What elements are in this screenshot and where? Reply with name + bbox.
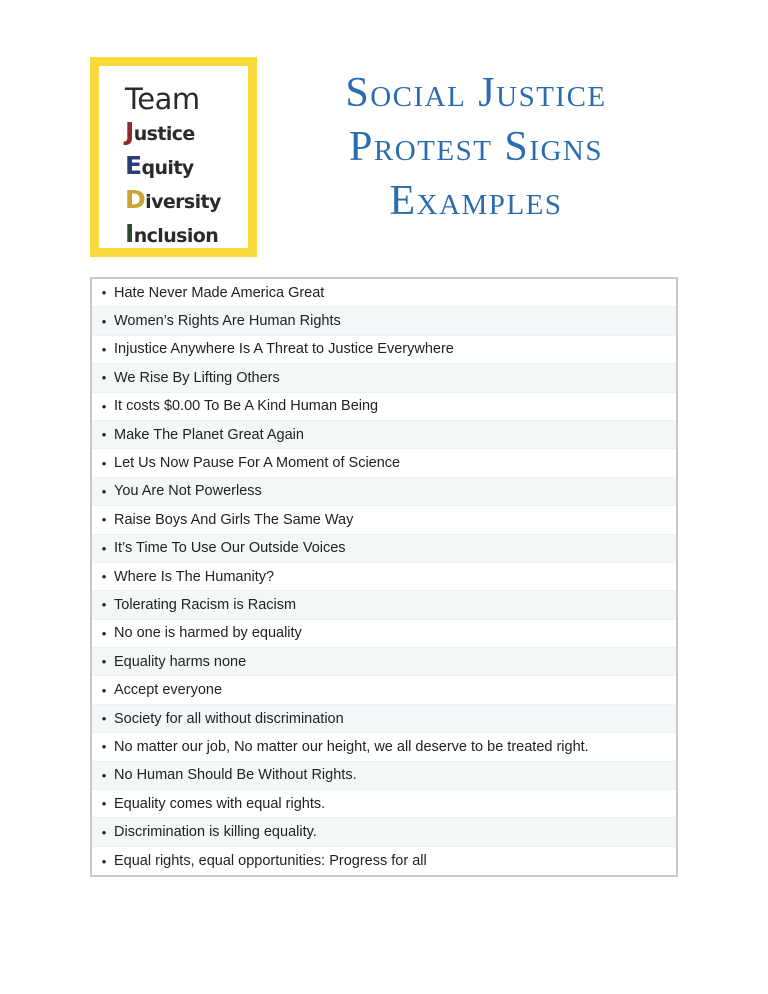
logo-word-rest: iversity <box>145 191 221 213</box>
bullet-icon: • <box>101 398 107 414</box>
list-item <box>92 421 676 449</box>
sign-text: Equal rights, equal opportunities: Progress for all <box>114 853 427 869</box>
sign-text: Women’s Rights Are Human Rights <box>114 313 341 330</box>
bullet-icon: • <box>101 313 107 329</box>
logo-word-rest: quity <box>141 157 194 179</box>
bullet-icon: • <box>101 711 107 727</box>
sign-text: Society for all without discrimination <box>114 710 344 727</box>
bullet-icon: • <box>101 370 107 386</box>
list-item <box>92 563 676 591</box>
list-item <box>92 733 676 761</box>
sign-text: It’s Time To Use Our Outside Voices <box>114 540 346 557</box>
list-item <box>92 535 676 563</box>
bullet-icon: • <box>101 796 107 812</box>
bullet-icon: • <box>101 597 107 613</box>
list-item <box>92 506 676 534</box>
list-item <box>92 620 676 648</box>
list-item <box>92 790 676 818</box>
list-item <box>92 648 676 676</box>
bullet-icon: • <box>101 853 107 869</box>
bullet-icon: • <box>101 455 107 471</box>
list-item <box>92 676 676 704</box>
list-item <box>92 364 676 392</box>
sign-text: Equality comes with equal rights. <box>114 795 326 812</box>
sign-text: Let Us Now Pause For A Moment of Science <box>114 455 401 472</box>
sign-text: You Are Not Powerless <box>114 483 262 500</box>
list-item <box>92 478 676 506</box>
page-title <box>280 66 672 228</box>
logo-word-rest: ustice <box>133 123 195 145</box>
title-line-3: Examples <box>389 178 563 224</box>
sign-text: Hate Never Made America Great <box>114 284 325 301</box>
list-item <box>92 449 676 477</box>
sign-text: Equality harms none <box>114 653 247 670</box>
protest-signs-list <box>90 277 678 877</box>
bullet-icon: • <box>101 682 107 698</box>
list-item <box>92 279 676 307</box>
logo-acronym <box>125 116 248 252</box>
logo-initial: J <box>125 117 134 146</box>
bullet-icon: • <box>101 512 107 528</box>
logo-team-label: Team <box>125 82 200 116</box>
bullet-icon: • <box>101 625 107 641</box>
logo-inner <box>99 66 248 248</box>
sign-text: Raise Boys And Girls The Same Way <box>114 511 354 528</box>
list-item <box>92 393 676 421</box>
team-jedi-logo <box>90 57 257 257</box>
sign-text: No one is harmed by equality <box>114 625 302 642</box>
sign-text: Discrimination is killing equality. <box>114 824 317 841</box>
sign-text: We Rise By Lifting Others <box>114 369 280 386</box>
bullet-icon: • <box>101 824 107 840</box>
bullet-icon: • <box>101 569 107 585</box>
logo-initial: D <box>125 185 146 214</box>
sign-text: Injustice Anywhere Is A Threat to Justice Everywhere <box>114 341 454 358</box>
bullet-icon: • <box>101 654 107 670</box>
list-item <box>92 762 676 790</box>
logo-line <box>125 184 248 218</box>
title-line-1: Social Justice <box>345 70 607 116</box>
list-item <box>92 705 676 733</box>
sign-text: Where Is The Humanity? <box>114 568 275 585</box>
bullet-icon: • <box>101 739 107 755</box>
logo-word-rest: nclusion <box>133 225 219 247</box>
sign-text: No Human Should Be Without Rights. <box>114 767 357 784</box>
logo-line <box>125 218 248 252</box>
list-item <box>92 591 676 619</box>
bullet-icon: • <box>101 767 107 783</box>
bullet-icon: • <box>101 341 107 357</box>
sign-text: It costs $0.00 To Be A Kind Human Being <box>114 398 379 415</box>
title-line-2: Protest Signs <box>349 124 603 170</box>
bullet-icon: • <box>101 483 107 499</box>
logo-line <box>125 150 248 184</box>
list-item <box>92 818 676 846</box>
sign-text: Tolerating Racism is Racism <box>114 596 297 613</box>
logo-initial: E <box>125 151 142 180</box>
list-item <box>92 847 676 875</box>
logo-initial: I <box>125 219 134 248</box>
list-item <box>92 307 676 335</box>
sign-text: Make The Planet Great Again <box>114 426 304 443</box>
sign-text: No matter our job, No matter our height, we all deserve to be treated right. <box>114 738 589 755</box>
bullet-icon: • <box>101 285 107 301</box>
bullet-icon: • <box>101 540 107 556</box>
list-item <box>92 336 676 364</box>
bullet-icon: • <box>101 427 107 443</box>
sign-text: Accept everyone <box>114 682 223 699</box>
logo-line <box>125 116 248 150</box>
